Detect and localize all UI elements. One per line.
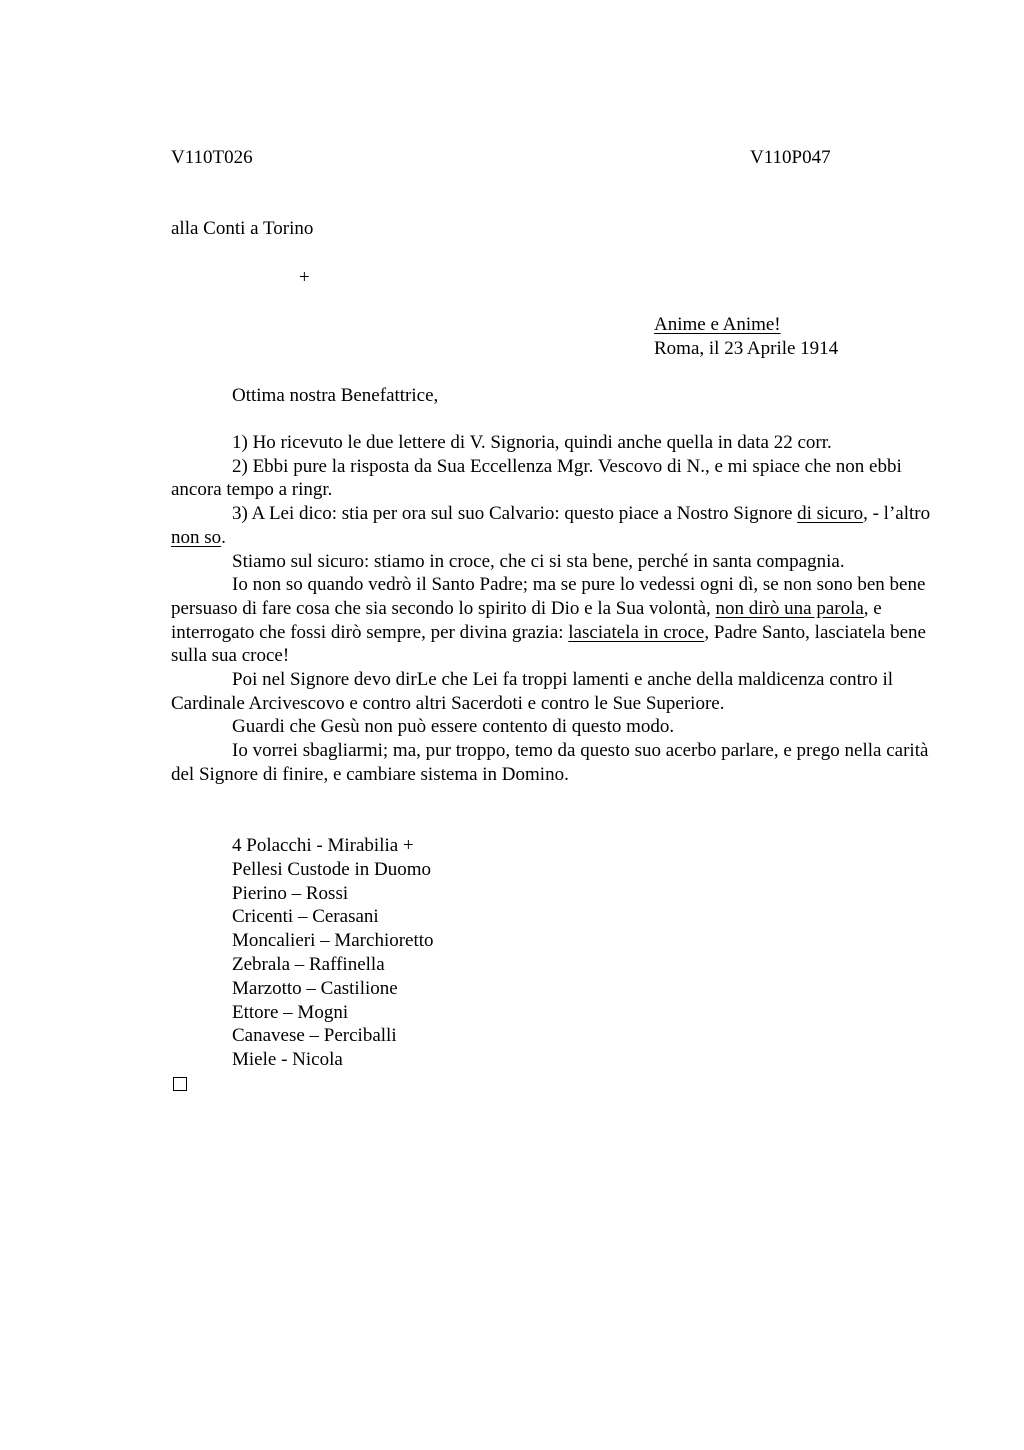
list-item: Pierino – Rossi [232, 882, 349, 904]
underline-lasciatela-in-croce: lasciatela in croce [568, 621, 705, 643]
paragraph-3-text-c: . [221, 526, 226, 548]
list-item: Canavese – Perciballi [232, 1025, 397, 1047]
paragraph-3 [171, 502, 933, 549]
list-item: Ettore – Mogni [232, 1001, 349, 1023]
paragraph-2: 2) Ebbi pure la risposta da Sua Eccellenza Mgr. Vescovo di N., e mi spiace che non ebbi ancora tempo a ringr. [171, 455, 902, 501]
paragraph-4: Stiamo sul sicuro: stiamo in croce, che ci si sta bene, perché in santa compagnia. [232, 550, 845, 572]
list-item: 4 Polacchi - Mirabilia + [232, 835, 414, 856]
names-list [232, 834, 434, 1072]
header-right-code: V110P047 [750, 147, 831, 168]
underline-non-diro-una-parola: non dirò una parola [715, 597, 864, 619]
date-line: Roma, il 23 Aprile 1914 [654, 338, 839, 359]
paragraph-5 [171, 573, 933, 668]
list-item: Marzotto – Castilione [232, 977, 398, 999]
salutation: Ottima nostra Benefattrice, [232, 385, 439, 406]
letter-body [171, 431, 933, 787]
header-left-code: V110T026 [171, 147, 253, 168]
list-item: Miele - Nicola [232, 1049, 343, 1071]
paragraph-6: Poi nel Signore devo dirLe che Lei fa troppi lamenti e anche della maldicenza contro il Cardinale Arcivescovo e contro altri Sacerdoti e contro le Sue Superiore. [171, 669, 894, 714]
list-item: Pellesi Custode in Duomo [232, 858, 431, 880]
paragraph-3-text-a: 3) A Lei dico: stia per ora sul suo Calvario: questo piace a Nostro Signore [232, 503, 798, 525]
paragraph-1: 1) Ho ricevuto le due lettere di V. Signoria, quindi anche quella in data 22 corr. [232, 432, 832, 453]
paragraph-5-text-a: Io non so quando vedrò il Santo Padre; ma se pure lo vedessi ogni dì, se non sono ben bene persuaso di fare cosa che sia secondo lo spirito di Dio e la Sua volontà, [171, 574, 926, 619]
cross-mark: + [299, 267, 310, 288]
motto: Anime e Anime! [654, 314, 781, 335]
list-item: Cricenti – Cerasani [232, 906, 379, 928]
paragraph-5-text-b: , e interrogato che fossi dirò sempre, per divina grazia: [171, 597, 882, 643]
list-item: Zebrala – Raffinella [232, 953, 385, 975]
paragraph-7: Guardi che Gesù non può essere contento di questo modo. [232, 716, 675, 738]
recipient-line: alla Conti a Torino [171, 218, 314, 239]
paragraph-3-text-b: , - l’altro [863, 503, 931, 525]
list-item: Moncalieri – Marchioretto [232, 930, 434, 952]
paragraph-8: Io vorrei sbagliarmi; ma, pur troppo, temo da questo suo acerbo parlare, e prego nella carità del Signore di finire, e cambiare sistema in Domino. [171, 740, 929, 785]
underline-non-so: non so [171, 526, 222, 548]
underline-di-sicuro: di sicuro [797, 503, 864, 525]
checkbox-square-icon [173, 1077, 187, 1091]
paragraph-5-text-c: , Padre Santo, lasciatela bene sulla sua croce! [171, 621, 926, 667]
